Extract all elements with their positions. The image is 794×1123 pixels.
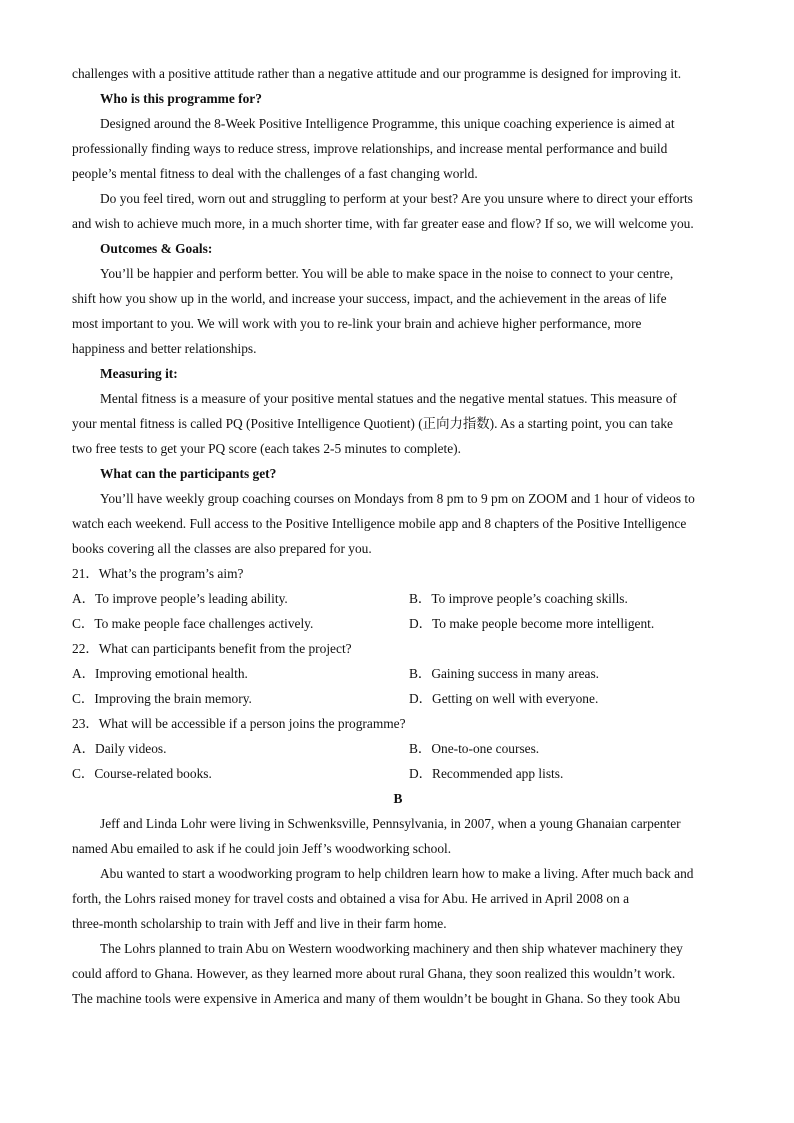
paragraph-line: people’s mental fitness to deal with the challenges of a fast changing world. [72, 166, 478, 181]
answer-option: A．Improving emotional health. [72, 666, 248, 681]
paragraph-line: Mental fitness is a measure of your positive mental statues and the negative mental statues. This measure of [100, 391, 677, 406]
paragraph-line: You’ll be happier and perform better. You will be able to make space in the noise to connect to your centre, [100, 266, 674, 281]
question-stem: 21．What’s the program’s aim? [72, 566, 244, 581]
answer-option: B．Gaining success in many areas. [409, 666, 600, 681]
paragraph-line: Abu wanted to start a woodworking program to help children learn how to make a living. After much back and [100, 866, 694, 881]
paragraph-line: your mental fitness is called PQ (Positive Intelligence Quotient) (正向力指数). As a starting point, you can take [72, 416, 673, 431]
paragraph-line: and wish to achieve much more, in a much shorter time, with far greater ease and flow? If so, we will welcome you. [72, 216, 694, 231]
answer-option: B．One-to-one courses. [409, 741, 540, 756]
answer-option: D．Getting on well with everyone. [409, 691, 599, 706]
paragraph-line: You’ll have weekly group coaching courses on Mondays from 8 pm to 9 pm on ZOOM and 1 hour of videos to [100, 491, 695, 506]
paragraph-line: Designed around the 8-Week Positive Intelligence Programme, this unique coaching experience is aimed at [100, 116, 675, 131]
answer-option: C．Improving the brain memory. [72, 691, 252, 706]
paragraph-line: The machine tools were expensive in America and many of them wouldn’t be bought in Ghana. So they took Abu [72, 991, 681, 1006]
option-row [72, 761, 724, 786]
paragraph-line: three-month scholarship to train with Jeff and live in their farm home. [72, 916, 447, 931]
answer-option: B．To improve people’s coaching skills. [409, 591, 628, 606]
paragraph-line: Do you feel tired, worn out and struggling to perform at your best? Are you unsure where to direct your efforts [100, 191, 693, 206]
paragraph-line: challenges with a positive attitude rather than a negative attitude and our programme is designed for improving it. [72, 66, 682, 81]
option-row [72, 686, 724, 711]
question-stem: 23．What will be accessible if a person joins the programme? [72, 716, 406, 731]
paragraph-line: most important to you. We will work with you to re-link your brain and achieve higher performance, more [72, 316, 642, 331]
answer-option: D．To make people become more intelligent. [409, 616, 655, 631]
section-heading: What can the participants get? [100, 466, 277, 481]
paragraph-line: happiness and better relationships. [72, 341, 257, 356]
section-heading: Measuring it: [100, 366, 178, 381]
section-heading: Outcomes & Goals: [100, 241, 213, 256]
paragraph-line: shift how you show up in the world, and increase your success, impact, and the achievement in the areas of life [72, 291, 667, 306]
paragraph-line: forth, the Lohrs raised money for travel costs and obtained a visa for Abu. He arrived in April 2008 on a [72, 891, 630, 906]
paragraph-line: could afford to Ghana. However, as they learned more about rural Ghana, they soon realized this wouldn’t work. [72, 966, 676, 981]
paragraph-line: professionally finding ways to reduce stress, improve relationships, and increase mental performance and build [72, 141, 668, 156]
answer-option: C．Course-related books. [72, 766, 212, 781]
answer-option: D．Recommended app lists. [409, 766, 564, 781]
option-row [72, 586, 724, 611]
option-row [72, 661, 724, 686]
answer-option: C．To make people face challenges actively. [72, 616, 314, 631]
paragraph-line: named Abu emailed to ask if he could join Jeff’s woodworking school. [72, 841, 452, 856]
paragraph-line: The Lohrs planned to train Abu on Western woodworking machinery and then ship whatever machinery they [100, 941, 683, 956]
paragraph-line: books covering all the classes are also prepared for you. [72, 541, 372, 556]
section-heading: Who is this programme for? [100, 91, 262, 106]
answer-option: A．Daily videos. [72, 741, 167, 756]
option-row [72, 611, 724, 636]
paragraph-line: Jeff and Linda Lohr were living in Schwenksville, Pennsylvania, in 2007, when a young Ghanaian carpenter [100, 816, 681, 831]
option-row [72, 736, 724, 761]
paragraph-line: watch each weekend. Full access to the Positive Intelligence mobile app and 8 chapters of the Positive Intelligence [72, 516, 687, 531]
answer-option: A．To improve people’s leading ability. [72, 591, 288, 606]
page-content [72, 61, 724, 1011]
section-label: B [393, 791, 403, 806]
paragraph-line: two free tests to get your PQ score (each takes 2-5 minutes to complete). [72, 441, 461, 456]
question-stem: 22．What can participants benefit from the project? [72, 641, 352, 656]
